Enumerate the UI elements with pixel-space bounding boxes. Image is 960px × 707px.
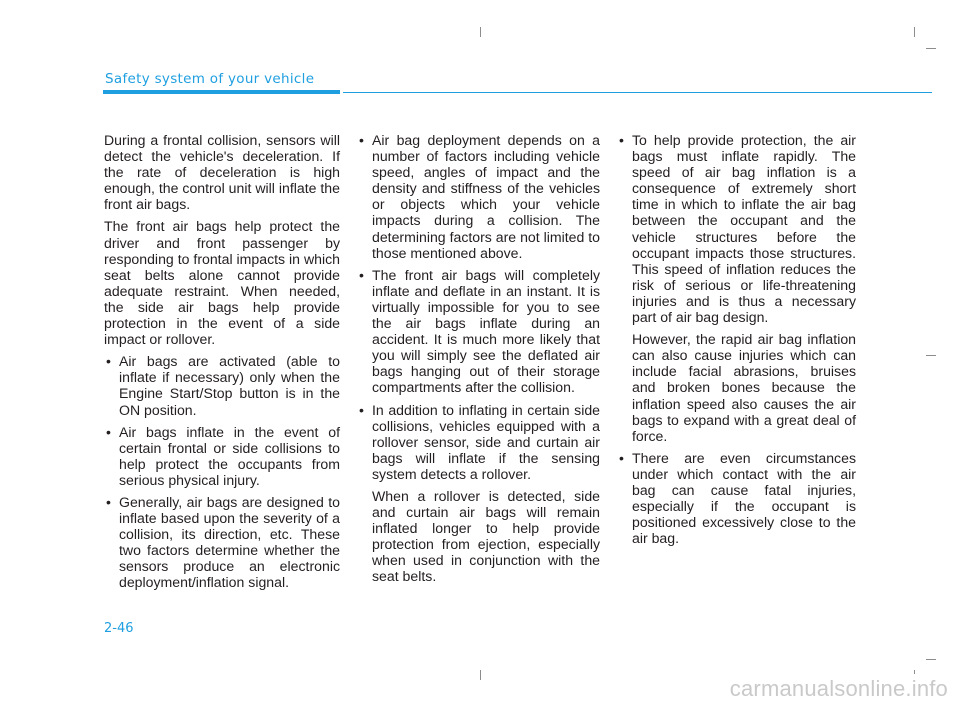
- bullet-item: • Air bags are activated (able to inflate if necessary) only when the Engine Start/Stop button is in the ON position.: [104, 353, 340, 417]
- bullet-item: • Air bags inflate in the event of certain frontal or side collisions to help protect the occupants from serious physical injury.: [104, 424, 340, 488]
- crop-mark: [914, 27, 915, 37]
- watermark: carmanualsonline.info: [729, 676, 948, 701]
- header-rule-thick: [103, 90, 340, 94]
- bullet-list: [357, 132, 600, 585]
- bullet-text: • To help provide protection, the air bags must inflate rapidly. The speed of air bag inflation is a consequence of extremely short time in which to inflate the air bag between the occupant and the vehicle structures before the occupant impacts those structures. This speed of inflation reduces the risk of serious or life-threatening injuries and is thus a necessary part of air bag design.: [632, 132, 856, 326]
- bullet-list: [104, 353, 340, 590]
- bullet-continuation: However, the rapid air bag inflation can also cause injuries which can include facial abrasions, bruises and broken bones because the inflation speed also causes the air bags to expand with a great deal of force.: [632, 331, 856, 444]
- bullet-list: [617, 132, 856, 546]
- crop-mark: [926, 659, 936, 660]
- crop-mark: [480, 670, 481, 680]
- paragraph: The front air bags help protect the driver and front passenger by responding to frontal impacts in which seat belts alone cannot provide adequate restraint. When needed, the side air bags help provide protection in the event of a side impact or rollover.: [104, 218, 340, 348]
- paragraph: During a frontal collision, sensors will detect the vehicle's deceleration. If the rate of deceleration is high enough, the control unit will inflate the front air bags.: [104, 132, 340, 213]
- bullet-continuation: When a rollover is detected, side and curtain air bags will remain inflated longer to help provide protection from ejection, especially when used in conjunction with the seat belts.: [372, 487, 600, 585]
- bullet-item: • Generally, air bags are designed to inflate based upon the severity of a collision, its direction, etc. These two factors determine whether the sensors produce an electronic deployment/inflation signal.: [104, 494, 340, 591]
- crop-mark: [926, 355, 936, 356]
- bullet-text: • In addition to inflating in certain side collisions, vehicles equipped with a rollover sensor, side and curtain air bags will inflate if the sensing system detects a rollover.: [372, 401, 600, 482]
- text-column-3: [617, 132, 856, 552]
- bullet-item: • The front air bags will completely inflate and deflate in an instant. It is virtually impossible for you to see the air bags inflate during an accident. It is much more likely that you will simply see the deflated air bags hanging out of their storage compartments after the collision.: [357, 267, 600, 396]
- crop-mark: [914, 670, 915, 674]
- page-number: 2-46: [104, 621, 134, 636]
- text-column-1: [104, 132, 340, 597]
- crop-mark: [480, 27, 481, 37]
- bullet-item: [357, 402, 600, 585]
- text-column-2: [357, 132, 600, 591]
- bullet-item: [617, 132, 856, 444]
- bullet-item: • There are even circumstances under which contact with the air bag can cause fatal injuries, especially if the occupant is positioned excessively close to the air bag.: [617, 450, 856, 547]
- header-rule-thin: [343, 92, 932, 93]
- bullet-item: • Air bag deployment depends on a number of factors including vehicle speed, angles of impact and the density and stiffness of the vehicles or objects which your vehicle impacts during a collision. The determining factors are not limited to those mentioned above.: [357, 132, 600, 261]
- crop-mark: [926, 48, 936, 49]
- section-title: Safety system of your vehicle: [105, 71, 315, 87]
